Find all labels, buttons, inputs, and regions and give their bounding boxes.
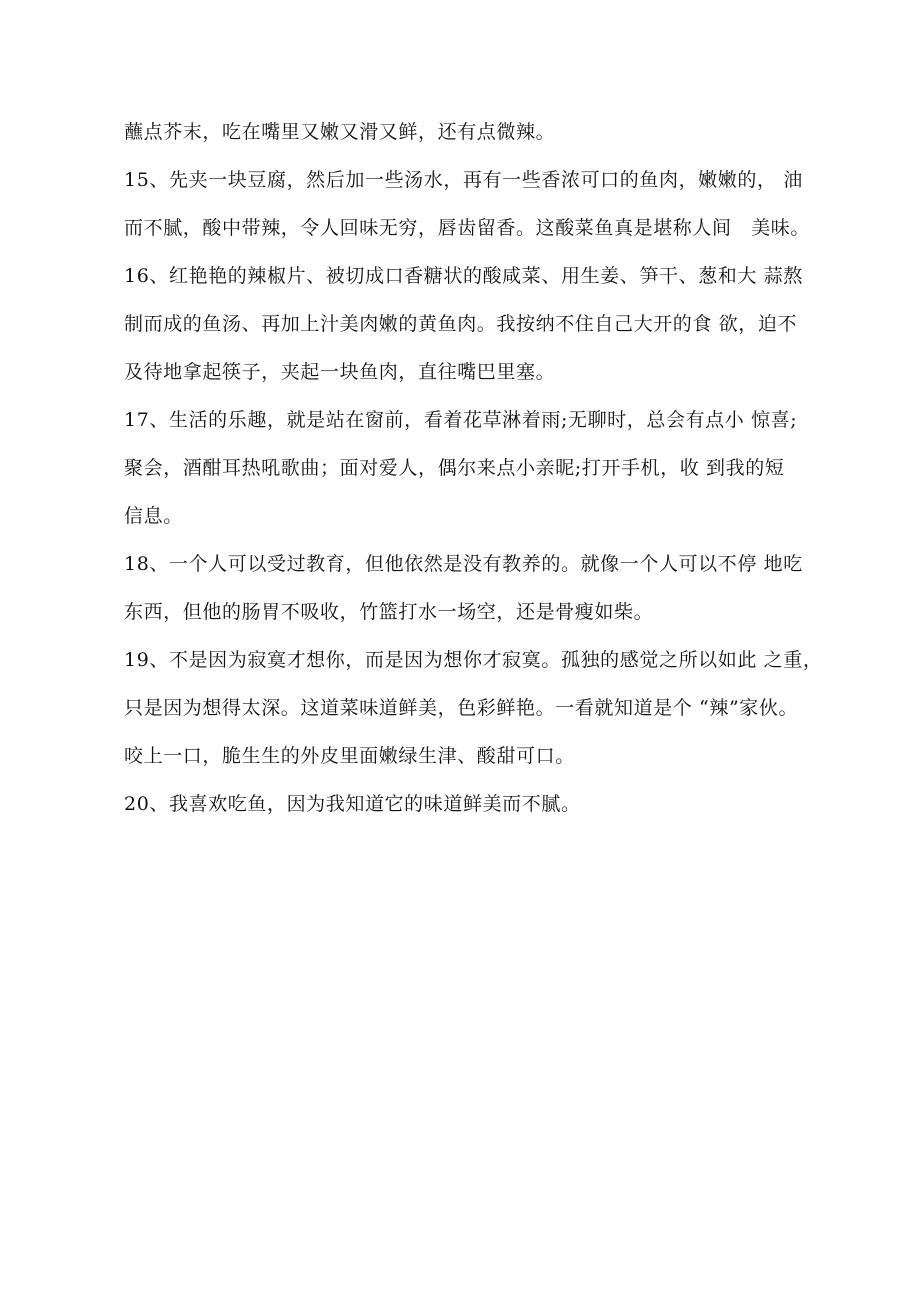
text-line: 制而成的鱼汤、再加上汁美肉嫩的黄鱼肉。我按纳不住自己大开的食 欲，迫不 [124,313,798,335]
text-line: 及待地拿起筷子，夹起一块鱼肉，直往嘴巴里塞。 [124,361,556,383]
text-line: 17、生活的乐趣，就是站在窗前，看着花草淋着雨;无聊时，总会有点小 惊喜; [124,409,798,431]
text-line: 20、我喜欢吃鱼，因为我知道它的味道鲜美而不腻。 [124,793,581,815]
text-line: 蘸点芥末，吃在嘴里又嫩又滑又鲜，还有点微辣。 [124,121,556,143]
text-line: 咬上一口，脆生生的外皮里面嫩绿生津、酸甜可口。 [124,745,575,767]
text-line: 信息。 [124,505,183,527]
text-line: 18、一个人可以受过教育，但他依然是没有教养的。就像一个人可以不停 地吃 [124,553,803,575]
document-body [124,108,824,828]
text-line: 聚会，酒酣耳热吼歌曲；面对爱人，偶尔来点小亲昵;打开手机，收 到我的短 [124,457,785,479]
text-line: 东西，但他的肠胃不吸收，竹篮打水一场空，还是骨瘦如柴。 [124,601,654,623]
text-line: 而不腻，酸中带辣，令人回味无穷，唇齿留香。这酸菜鱼真是堪称人间 美味。 [124,217,811,239]
text-line: 只是因为想得太深。这道菜味道鲜美，色彩鲜艳。一看就知道是个 “辣”家伙。 [124,697,799,719]
text-line: 15、先夹一块豆腐，然后加一些汤水，再有一些香浓可口的鱼肉，嫩嫩的， 油 [124,169,803,191]
text-line: 16、红艳艳的辣椒片、被切成口香糖状的酸咸菜、用生姜、笋干、葱和大 蒜熬 [124,265,803,287]
text-line: 19、不是因为寂寞才想你，而是因为想你才寂寞。孤独的感觉之所以如此 之重， [124,649,823,671]
